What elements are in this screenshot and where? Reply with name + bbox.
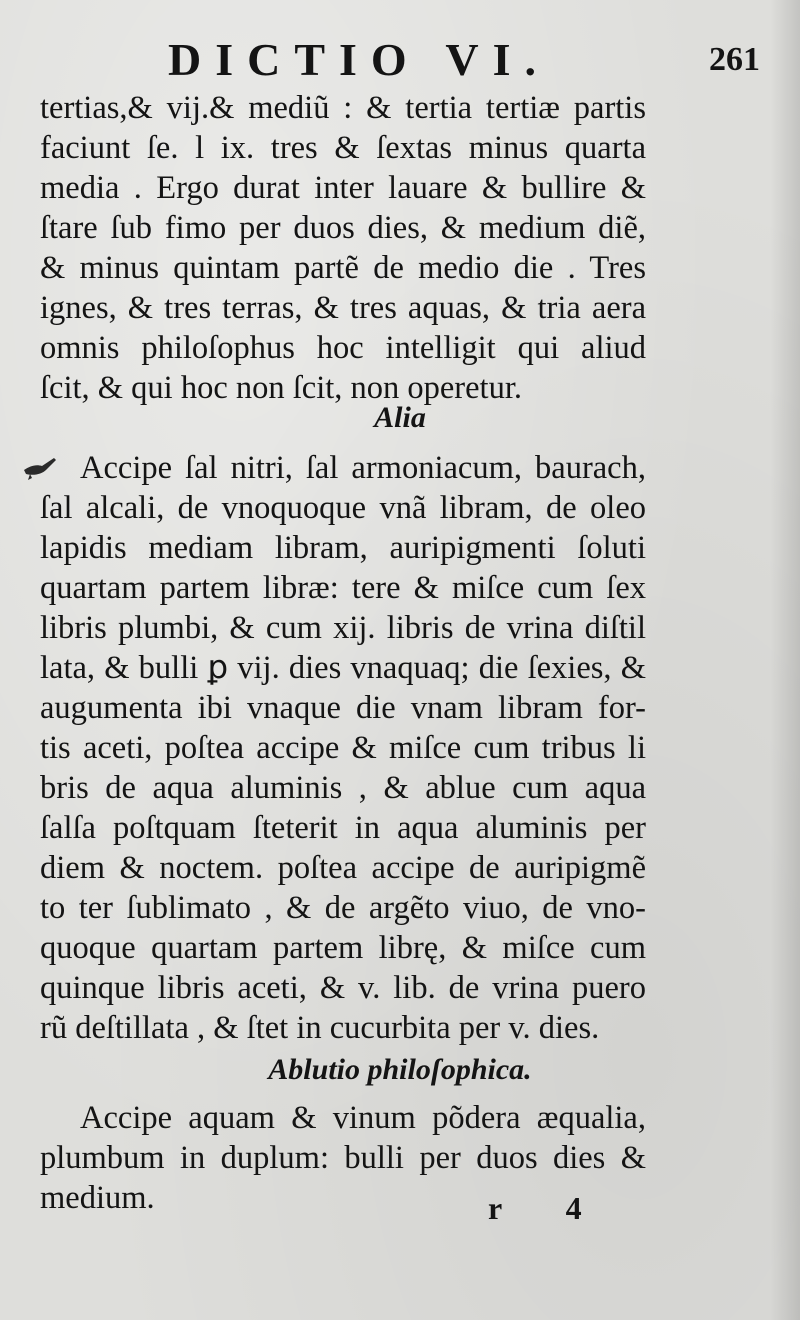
text-line: ſtare ſub fimo per duos dies, & medium diẽ, xyxy=(40,210,646,246)
text-line: quoque quartam partem librę, & miſce cum xyxy=(40,930,646,966)
text-line: tertias,& vij.& mediũ : & tertia tertiæ partis xyxy=(40,90,646,126)
text-line: quinque libris aceti, & v. lib. de vrina puero xyxy=(40,970,646,1006)
text-line: diem & noctem. poſtea accipe de auripigmẽ xyxy=(40,850,646,886)
text-line: & minus quintam partẽ de medio die . Tres xyxy=(40,250,646,286)
text-line: omnis philoſophus hoc intelligit qui aliud xyxy=(40,330,646,366)
text-line: Accipe ſal nitri, ſal armoniacum, baurach, xyxy=(80,450,646,486)
text-line: ignes, & tres terras, & tres aquas, & tria aera xyxy=(40,290,646,326)
text-line: ſcit, & qui hoc non ſcit, non operetur. xyxy=(40,370,522,406)
text-line: media . Ergo durat inter lauare & bullire & xyxy=(40,170,646,206)
page-header xyxy=(40,30,760,90)
text-line: libris plumbi, & cum xij. libris de vrina diſtil xyxy=(40,610,646,646)
page-edge-shadow xyxy=(770,0,800,1320)
text-line: ſalſa poſtquam ſteterit in aqua aluminis per xyxy=(40,810,646,846)
text-line: ſal alcali, de vnoquoque vnã libram, de oleo xyxy=(40,490,646,526)
signature-mark: r 4 xyxy=(488,1190,610,1226)
text-line: to ter ſublimato , & de argẽto viuo, de vno- xyxy=(40,890,646,926)
text-line: faciunt ſe. l ix. tres & ſextas minus quarta xyxy=(40,130,646,166)
text-line: tis aceti, poſtea accipe & miſce cum tribus li xyxy=(40,730,646,766)
text-line: lapidis mediam libram, auripigmenti ſoluti xyxy=(40,530,646,566)
section-heading-ablutio: Ablutio philoſophica. xyxy=(268,1053,532,1086)
section-heading-alia: Alia xyxy=(374,401,426,434)
text-line: rũ deſtillata , & ſtet in cucurbita per v. dies. xyxy=(40,1010,600,1046)
text-line: Accipe aquam & vinum põdera æqualia, xyxy=(80,1100,646,1136)
text-line: lata, & bulli ꝑ vij. dies vnaquaq; die ſexies, & xyxy=(40,650,646,686)
text-line: augumenta ibi vnaque die vnam libram for- xyxy=(40,690,646,726)
text-line: plumbum in duplum: bulli per duos dies & xyxy=(40,1140,646,1176)
running-title: DICTIO VI. xyxy=(168,34,550,85)
text-line: bris de aqua aluminis , & ablue cum aqua xyxy=(40,770,646,806)
page-number: 261 xyxy=(709,41,760,78)
text-line: quartam partem libræ: tere & miſce cum ſex xyxy=(40,570,646,606)
manicule-icon xyxy=(20,444,60,484)
text-line: medium. xyxy=(40,1180,155,1216)
